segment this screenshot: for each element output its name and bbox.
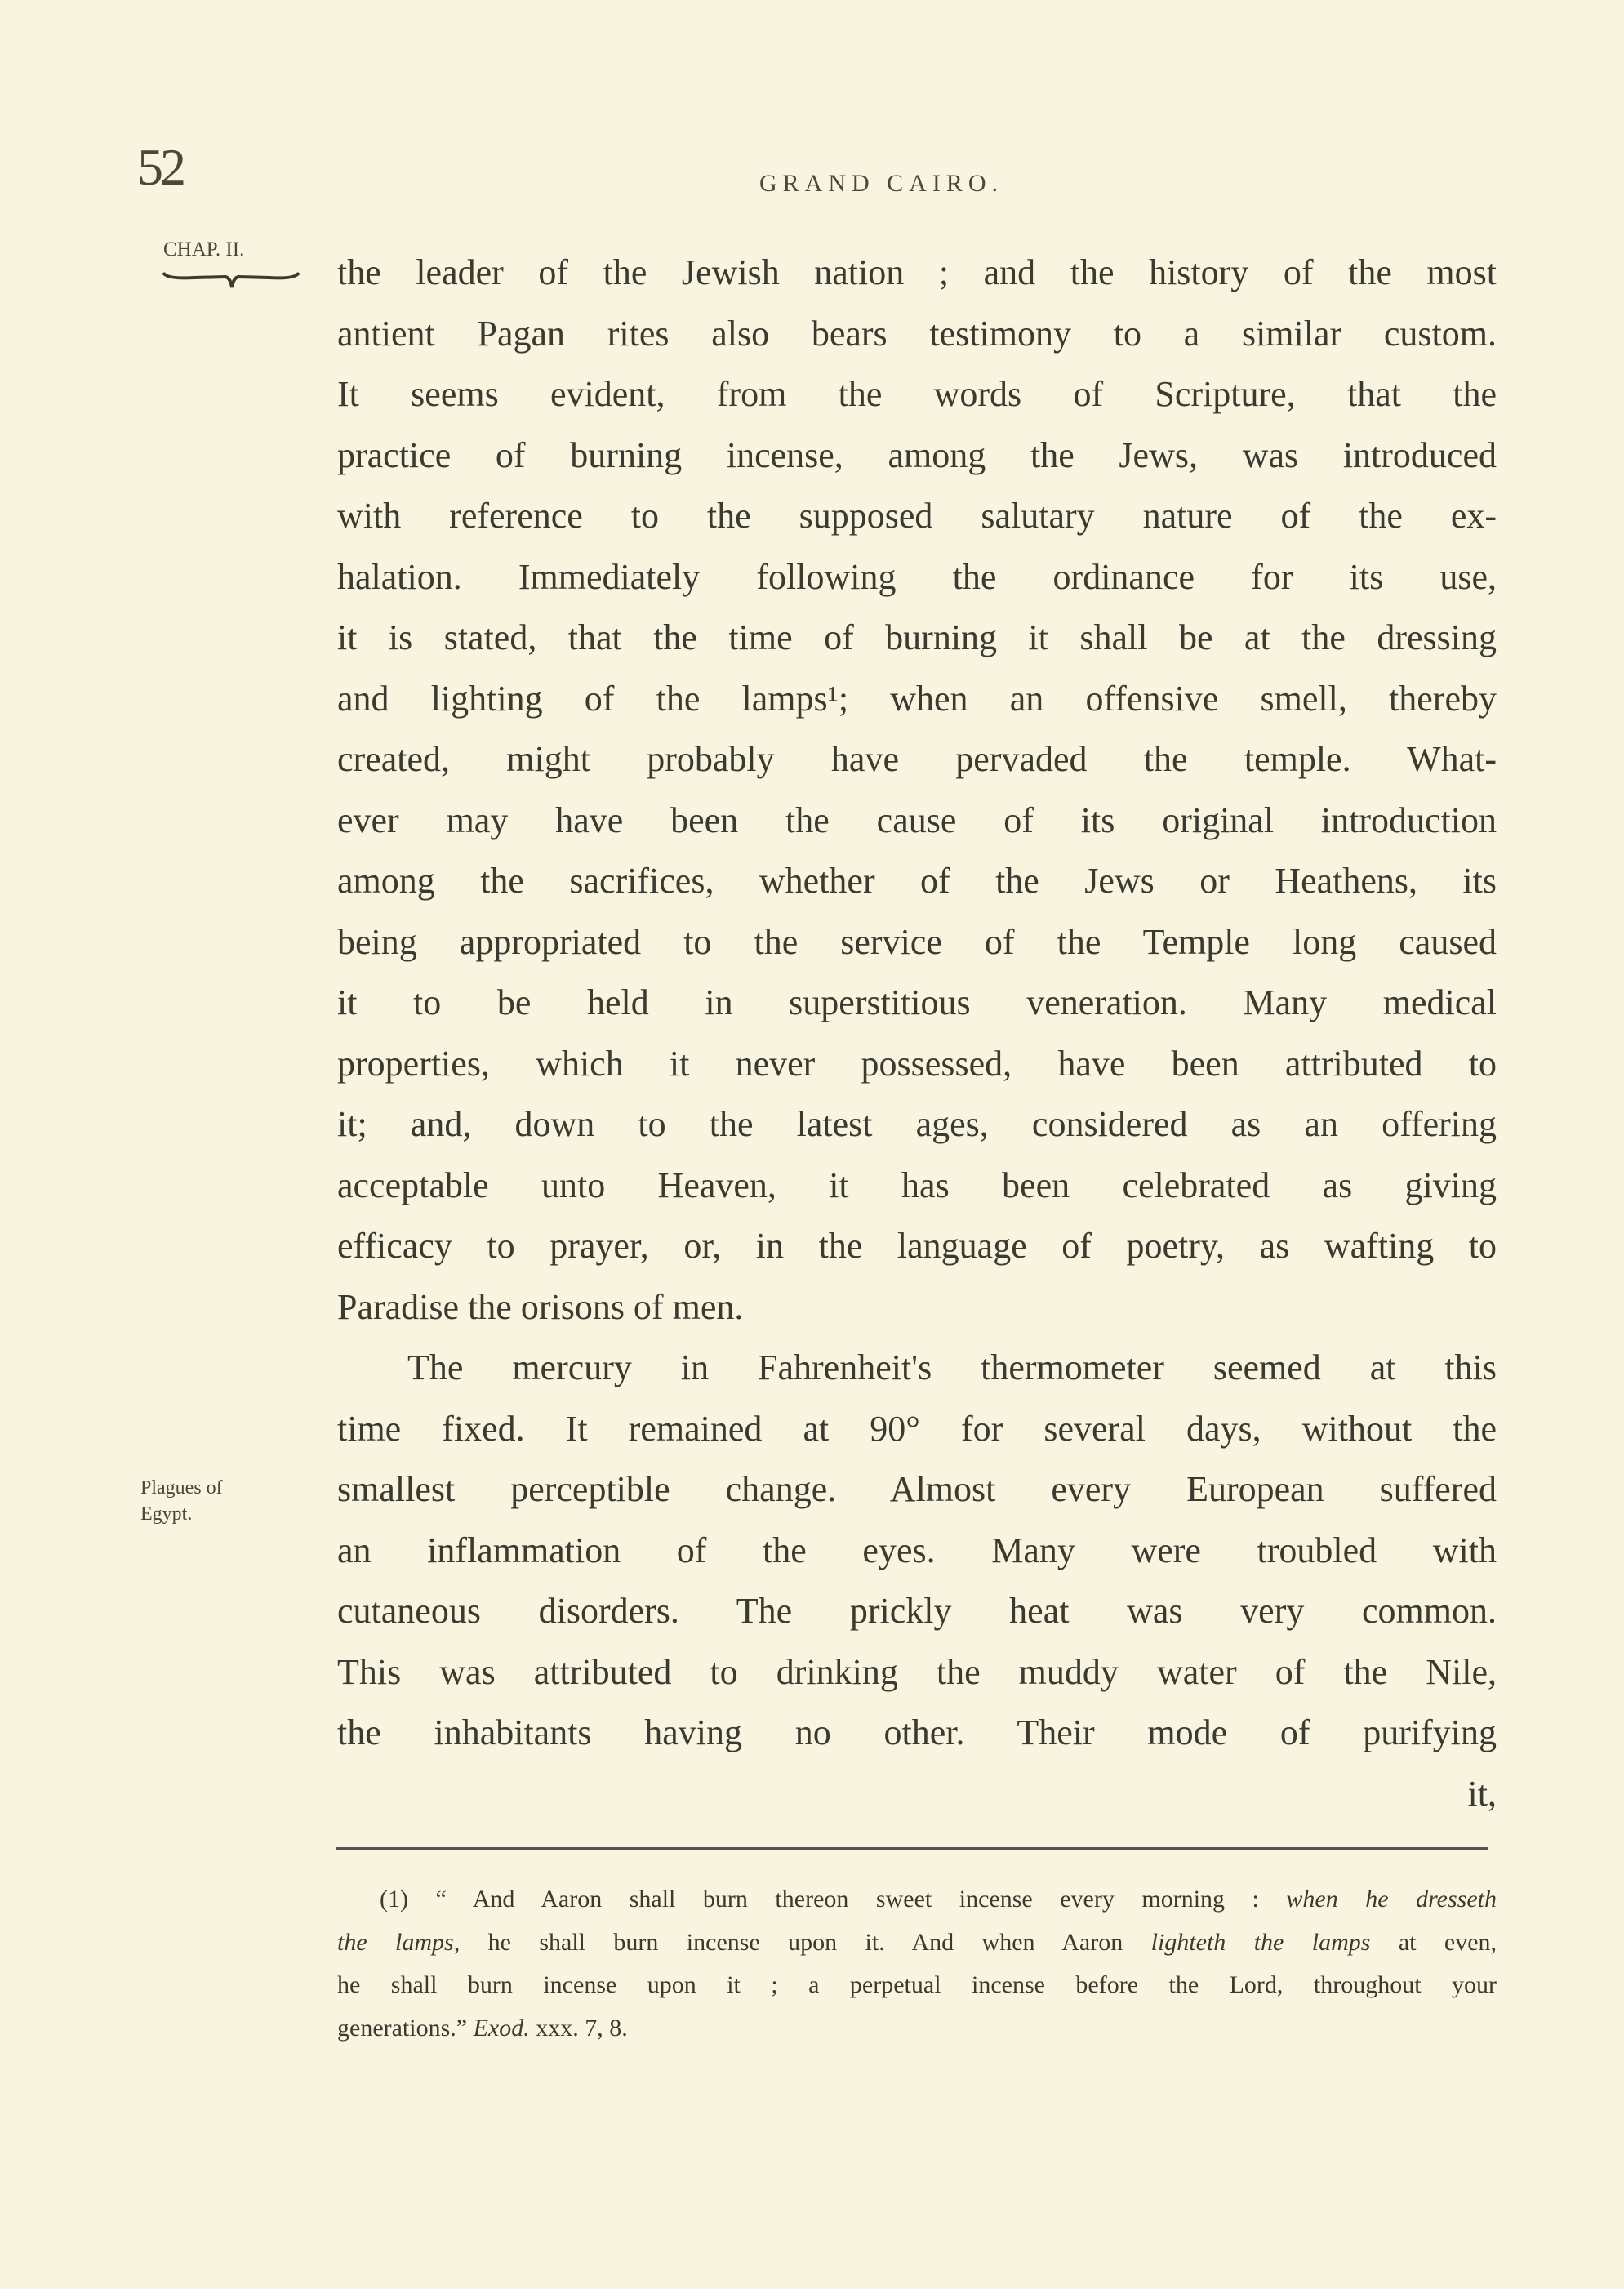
- text-line: with reference to the supposed salutary nature of the ex-: [337, 496, 1497, 536]
- footnote-text: he shall burn incense upon it ; a perpetual incense before the Lord, throughout your: [337, 1971, 1497, 1998]
- italic-text: the lamps,: [337, 1928, 461, 1956]
- body-text: [337, 243, 1497, 1824]
- text-line: It seems evident, from the words of Scripture, that the: [337, 374, 1497, 414]
- chapter-marker: CHAP. II.: [163, 238, 245, 261]
- side-note-line: Plagues of: [140, 1477, 223, 1499]
- footnote-line: [337, 1922, 1497, 1965]
- text-line: halation. Immediately following the ordinance for its use,: [337, 556, 1497, 597]
- text-line: it; and, down to the latest ages, considered as an offering: [337, 1104, 1497, 1144]
- text-line: the inhabitants having no other. Their mode of purifying: [337, 1712, 1497, 1752]
- text-line: acceptable unto Heaven, it has been celebrated as giving: [337, 1165, 1497, 1205]
- footnote-text: (1) “ And Aaron shall burn thereon sweet incense every morning :: [380, 1886, 1287, 1913]
- text-line: an inflammation of the eyes. Many were troubled with: [337, 1530, 1497, 1570]
- text-line: created, might probably have pervaded the temple. What-: [337, 739, 1497, 779]
- text-line: antient Pagan rites also bears testimony to a similar custom.: [337, 313, 1497, 354]
- italic-text: lighteth the lamps: [1150, 1928, 1371, 1956]
- footnotes: [337, 1878, 1497, 2050]
- text-line: it,: [1467, 1773, 1497, 1814]
- footnote-text: xxx. 7, 8.: [529, 2014, 628, 2042]
- footnote-rule: [336, 1847, 1488, 1850]
- footnote-line: [337, 1878, 1497, 1922]
- footnote-line: [337, 1964, 1497, 2007]
- footnote-line: [337, 2007, 1497, 2051]
- italic-text: Exod.: [473, 2014, 530, 2042]
- text-line: This was attributed to drinking the muddy water of the Nile,: [337, 1651, 1497, 1692]
- text-line: practice of burning incense, among the Jews, was introduced: [337, 434, 1497, 475]
- footnote-text: generations.”: [337, 2014, 474, 2042]
- text-line: smallest perceptible change. Almost every European suffered: [337, 1469, 1497, 1509]
- brace-ornament: [162, 269, 300, 294]
- text-line: the leader of the Jewish nation ; and the history of the most: [337, 252, 1497, 292]
- text-line: time fixed. It remained at 90° for several days, without the: [337, 1408, 1497, 1449]
- text-line: it is stated, that the time of burning it shall be at the dressing: [337, 617, 1497, 657]
- side-note-line: Egypt.: [140, 1503, 193, 1525]
- text-line: properties, which it never possessed, have been attributed to: [337, 1043, 1497, 1084]
- text-line: Paradise the orisons of men.: [337, 1286, 744, 1327]
- page-number: 52: [137, 138, 183, 196]
- text-line: it to be held in superstitious veneration. Many medical: [337, 982, 1497, 1022]
- italic-text: when he dresseth: [1286, 1886, 1497, 1913]
- text-line: ever may have been the cause of its original introduction: [337, 799, 1497, 840]
- text-line: The mercury in Fahrenheit's thermometer seemed at this: [407, 1347, 1497, 1387]
- text-line: efficacy to prayer, or, in the language of poetry, as wafting to: [337, 1226, 1497, 1266]
- footnote-text: he shall burn incense upon it. And when Aaron: [460, 1928, 1151, 1956]
- text-line: being appropriated to the service of the Temple long caused: [337, 921, 1497, 962]
- footnote-text: at even,: [1370, 1928, 1497, 1956]
- side-note: [140, 1475, 223, 1527]
- text-line: among the sacrifices, whether of the Jews or Heathens, its: [337, 861, 1497, 901]
- text-line: cutaneous disorders. The prickly heat was very common.: [337, 1591, 1497, 1631]
- running-title: GRAND CAIRO.: [759, 170, 1003, 197]
- text-line: and lighting of the lamps¹; when an offensive smell, thereby: [337, 678, 1497, 719]
